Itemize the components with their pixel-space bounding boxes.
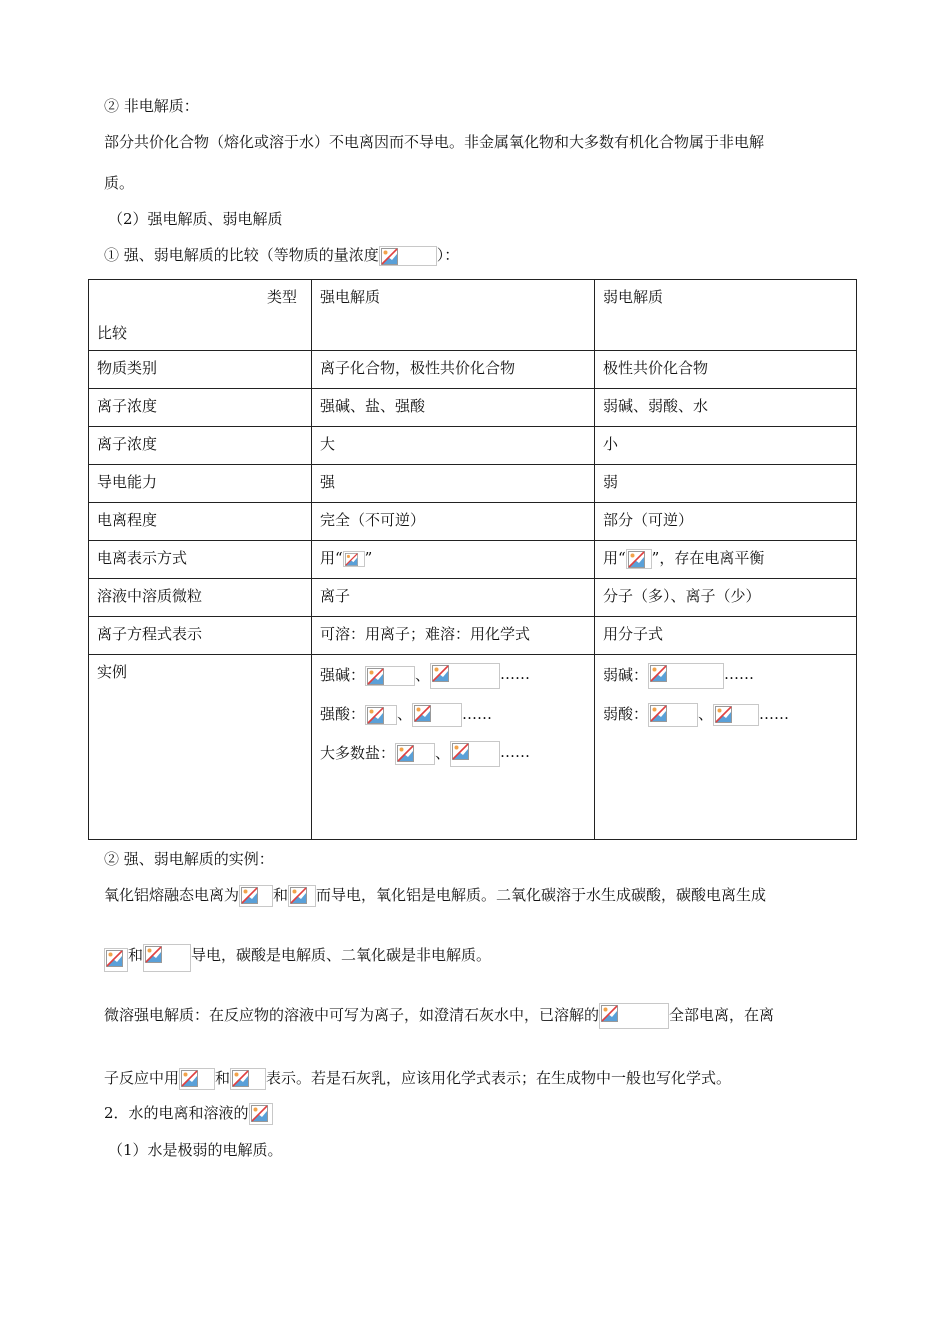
paragraph-text: 和: [215, 1069, 231, 1087]
row-label: 离子方程式表示: [89, 617, 312, 655]
row-label: 离子浓度: [89, 427, 312, 465]
formula-image: [104, 948, 128, 972]
table-row: [89, 579, 857, 617]
example-label: 强酸：: [320, 705, 366, 723]
subheading-water: （1）水是极弱的电解质。: [108, 1141, 283, 1159]
table-row: [89, 351, 857, 389]
broken-image-icon: [601, 1005, 618, 1022]
table-header-row: [89, 280, 857, 351]
broken-image-icon: [367, 668, 384, 685]
spacer: [603, 689, 848, 703]
strong-cell: 强碱、盐、强酸: [312, 389, 595, 427]
weak-cell: [595, 541, 857, 579]
paragraph-text: 微溶强电解质：在反应物的溶液中可写为离子，如澄清石灰水中，已溶解的: [104, 1006, 600, 1024]
paragraph-line: [104, 944, 491, 972]
table-header-cell: 弱电解质: [595, 280, 857, 351]
formula-image: [648, 663, 724, 689]
broken-image-icon: [650, 665, 667, 682]
broken-image-icon: [241, 887, 258, 904]
header-compare-label: 比较: [97, 324, 128, 342]
ellipsis: ……: [724, 665, 755, 683]
paragraph-text: 子反应中用: [104, 1069, 180, 1087]
formula-image: [143, 944, 191, 972]
paragraph-text: 导电，碳酸是电解质、二氧化碳是非电解质。: [191, 946, 492, 964]
example-label: 大多数盐：: [320, 744, 396, 762]
formula-image: [365, 705, 397, 725]
table-row: [89, 465, 857, 503]
strong-cell: 完全（不可逆）: [312, 503, 595, 541]
spacer: [320, 689, 586, 703]
broken-image-icon: [650, 705, 667, 722]
formula-image: [239, 885, 273, 907]
spacer: [320, 727, 586, 741]
ellipsis: ……: [462, 705, 493, 723]
strong-cell: 强: [312, 465, 595, 503]
compare-intro-text: ① 强、弱电解质的比较（等物质的量浓度: [104, 246, 379, 264]
broken-image-icon: [432, 665, 449, 682]
formula-image: [626, 549, 652, 569]
formula-image: [450, 741, 500, 767]
ellipsis: ……: [500, 665, 531, 683]
broken-image-icon: [381, 248, 398, 265]
broken-image-icon: [715, 706, 732, 723]
formula-image: [365, 666, 415, 686]
example-label: 强碱：: [320, 666, 366, 684]
formula-image: [343, 551, 365, 567]
row-label: 实例: [89, 655, 312, 840]
weak-examples-cell: [595, 655, 857, 840]
broken-image-icon: [181, 1070, 198, 1087]
paragraph-line: 部分共价化合物（熔化或溶于水）不电离因而不导电。非金属氧化物和大多数有机化合物属于非电解: [104, 133, 765, 151]
weak-cell: 分子（多）、离子（少）: [595, 579, 857, 617]
example-line: [320, 741, 586, 767]
weak-cell: 弱碱、弱酸、水: [595, 389, 857, 427]
broken-image-icon: [414, 705, 431, 722]
row-label: 导电能力: [89, 465, 312, 503]
strong-cell: 可溶：用离子；难溶：用化学式: [312, 617, 595, 655]
formula-image: [288, 885, 316, 907]
paragraph-text: 和: [273, 886, 289, 904]
row-label: 物质类别: [89, 351, 312, 389]
example-line: [320, 703, 586, 727]
heading-water: [104, 1102, 273, 1125]
notation-text: ”，存在电离平衡: [651, 549, 765, 567]
broken-image-icon: [367, 707, 384, 724]
compare-intro-text: ）：: [436, 246, 460, 264]
header-type-label: 类型: [266, 288, 297, 306]
strong-cell: 离子化合物，极性共价化合物: [312, 351, 595, 389]
notation-text: 用“: [320, 549, 343, 567]
separator: 、: [435, 744, 451, 762]
formula-image: [412, 703, 462, 727]
weak-cell: 用分子式: [595, 617, 857, 655]
broken-image-icon: [106, 950, 123, 967]
broken-image-icon: [345, 553, 358, 566]
table-row-examples: [89, 655, 857, 840]
row-label: 溶液中溶质微粒: [89, 579, 312, 617]
separator: 、: [397, 705, 413, 723]
paragraph-line: [104, 1003, 774, 1029]
strong-cell: 离子: [312, 579, 595, 617]
paragraph-line: 质。: [104, 174, 135, 192]
broken-image-icon: [290, 887, 307, 904]
row-label: 电离表示方式: [89, 541, 312, 579]
paragraph-line: [104, 884, 766, 907]
paragraph-text: 和: [128, 946, 144, 964]
paragraph-line: [104, 1067, 731, 1090]
heading-text: 2．水的电离和溶液的: [104, 1104, 249, 1122]
example-label: 弱碱：: [603, 666, 649, 684]
comparison-table: [88, 279, 857, 840]
weak-cell: 部分（可逆）: [595, 503, 857, 541]
table-row: [89, 389, 857, 427]
formula-image: [599, 1003, 669, 1029]
paragraph-text: 表示。若是石灰乳，应该用化学式表示；在生成物中一般也写化学式。: [266, 1069, 732, 1087]
formula-image: [395, 743, 435, 765]
formula-image: [430, 663, 500, 689]
weak-cell: 极性共价化合物: [595, 351, 857, 389]
table-row: [89, 617, 857, 655]
strong-cell: [312, 541, 595, 579]
ellipsis: ……: [759, 705, 790, 723]
table-row: [89, 541, 857, 579]
formula-image: [179, 1068, 215, 1090]
weak-cell: 弱: [595, 465, 857, 503]
separator: 、: [698, 705, 714, 723]
notation-text: 用“: [603, 549, 626, 567]
strong-cell: 大: [312, 427, 595, 465]
strong-examples-cell: [312, 655, 595, 840]
example-line: [320, 663, 586, 689]
broken-image-icon: [145, 946, 162, 963]
formula-image: [713, 704, 759, 726]
broken-image-icon: [628, 551, 645, 568]
heading-examples: ② 强、弱电解质的实例：: [104, 850, 274, 868]
broken-image-icon: [232, 1070, 249, 1087]
weak-cell: 小: [595, 427, 857, 465]
formula-image: [230, 1068, 266, 1090]
ellipsis: ……: [500, 743, 531, 761]
formula-image: [648, 703, 698, 727]
example-label: 弱酸：: [603, 705, 649, 723]
paragraph-text: 氧化铝熔融态电离为: [104, 886, 240, 904]
paragraph-text: 全部电离，在离: [669, 1006, 775, 1024]
broken-image-icon: [452, 743, 469, 760]
example-line: [603, 703, 848, 727]
separator: 、: [415, 666, 431, 684]
example-line: [603, 663, 848, 689]
table-row: [89, 503, 857, 541]
row-label: 电离程度: [89, 503, 312, 541]
paragraph-text: 而导电，氧化铝是电解质。二氧化碳溶于水生成碳酸，碳酸电离生成: [316, 886, 767, 904]
table-row: [89, 427, 857, 465]
table-header-cell: 强电解质: [312, 280, 595, 351]
compare-intro: [104, 244, 459, 266]
heading-strong-weak: （2）强电解质、弱电解质: [108, 210, 283, 228]
broken-image-icon: [251, 1105, 268, 1122]
notation-text: ”: [364, 549, 373, 567]
table-header-cell: [89, 280, 312, 351]
broken-image-icon: [397, 745, 414, 762]
heading-nonelectrolyte: ② 非电解质：: [104, 97, 199, 115]
row-label: 离子浓度: [89, 389, 312, 427]
formula-image: [249, 1103, 273, 1125]
formula-image: [379, 246, 437, 266]
